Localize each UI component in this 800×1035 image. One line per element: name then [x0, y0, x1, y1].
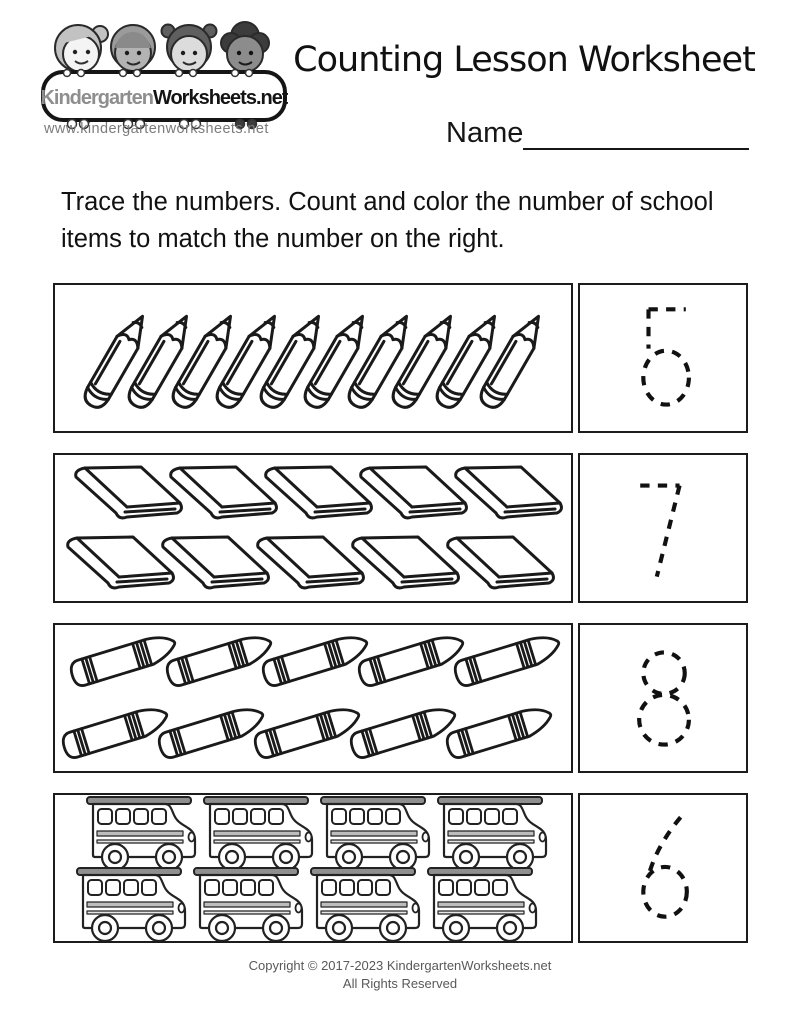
bus-icon — [87, 797, 195, 870]
book-icon — [258, 537, 364, 588]
book-icon — [456, 467, 562, 518]
crayon-icon — [261, 632, 371, 688]
book-icon — [163, 537, 269, 588]
rights-line: All Rights Reserved — [342, 975, 458, 991]
name-field — [446, 117, 749, 150]
crayon-icon — [357, 632, 467, 688]
book-icon — [171, 467, 277, 518]
kid-face-1 — [55, 25, 108, 72]
crayon-icon — [349, 704, 459, 760]
name-label: Name — [446, 117, 524, 149]
crayon-icon — [61, 704, 171, 760]
bus-icon — [321, 797, 429, 870]
worksheet-rows — [53, 283, 748, 963]
crayon-icon — [69, 632, 179, 688]
bus-icon — [428, 868, 536, 941]
book-icon — [68, 537, 174, 588]
buss-cell — [53, 793, 573, 943]
instructions-line-1: Trace the numbers. Count and color the number of school — [61, 188, 714, 216]
books-cell — [53, 453, 573, 603]
instructions — [61, 184, 761, 258]
kid-face-4 — [221, 22, 269, 72]
worksheet-row-crayon — [53, 623, 748, 773]
logo-banner-text — [40, 87, 288, 109]
book-icon — [266, 467, 372, 518]
logo-text-dark: Worksheets.net — [152, 87, 288, 109]
worksheet-row-bus — [53, 793, 748, 943]
logo-text-light: Kindergarten — [40, 87, 153, 109]
bus-icon — [194, 868, 302, 941]
book-icon — [76, 467, 182, 518]
page-title: Counting Lesson Worksheet — [293, 40, 755, 80]
site-url: www.kindergartenworksheets.net — [44, 121, 269, 137]
trace-number-5 — [626, 300, 700, 416]
pencils-cell — [53, 283, 573, 433]
bus-icon — [77, 868, 185, 941]
book-icons — [55, 455, 571, 601]
instructions-line-2: items to match the number on the right. — [61, 225, 505, 253]
kid-face-2 — [111, 25, 155, 71]
name-blank-line — [523, 120, 749, 150]
trace-number-cell — [578, 793, 748, 943]
bus-icon — [204, 797, 312, 870]
crayon-icon — [165, 632, 275, 688]
kid-face-3 — [162, 25, 217, 73]
crayon-icon — [445, 704, 555, 760]
trace-number-6 — [626, 810, 700, 926]
book-icon — [361, 467, 467, 518]
page-footer — [0, 957, 800, 992]
copyright-line: Copyright © 2017-2023 KindergartenWorksheets.net — [248, 958, 552, 973]
bus-icon — [311, 868, 419, 941]
worksheet-row-book — [53, 453, 748, 603]
trace-number-cell — [578, 283, 748, 433]
worksheet-row-pencil — [53, 283, 748, 433]
crayon-icon — [253, 704, 363, 760]
bus-icons — [55, 795, 571, 941]
crayons-cell — [53, 623, 573, 773]
crayon-icon — [157, 704, 267, 760]
crayon-icon — [453, 632, 563, 688]
pencil-icons — [55, 285, 571, 431]
trace-number-7 — [626, 470, 700, 586]
trace-number-cell — [578, 453, 748, 603]
book-icon — [448, 537, 554, 588]
trace-number-8 — [626, 640, 700, 756]
trace-number-cell — [578, 623, 748, 773]
book-icon — [353, 537, 459, 588]
bus-icon — [438, 797, 546, 870]
crayon-icons — [55, 625, 571, 771]
